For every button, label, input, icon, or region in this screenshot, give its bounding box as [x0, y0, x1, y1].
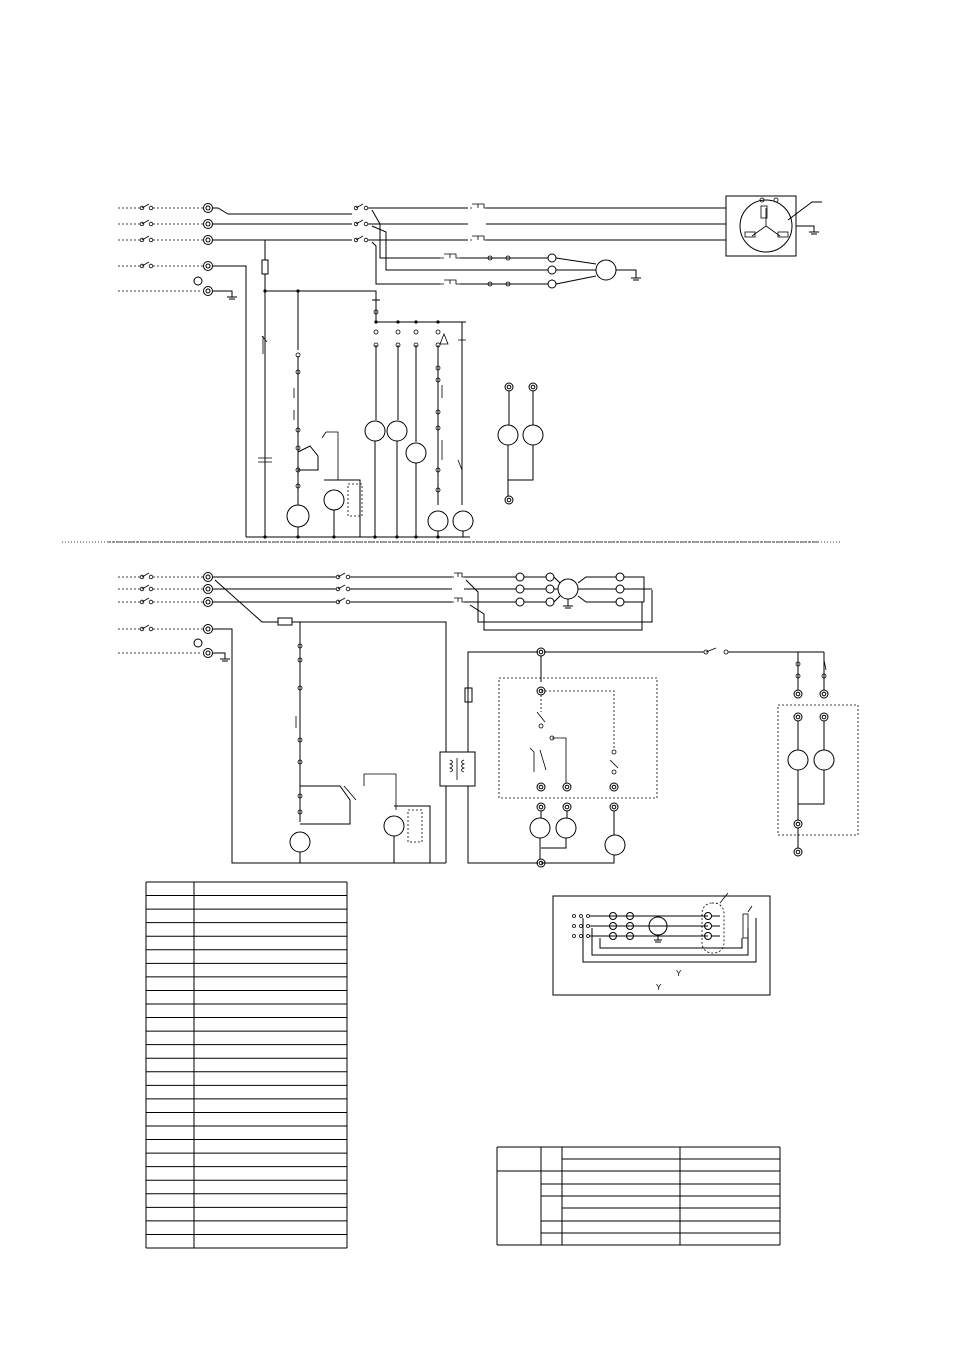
lower-control-circuit — [290, 622, 858, 867]
inset-symbol-1: Y — [676, 969, 682, 978]
legend-table — [146, 882, 347, 1248]
upper-control-circuit — [246, 240, 543, 539]
spec-table — [497, 1147, 780, 1245]
inset-wiring-box — [553, 893, 770, 995]
upper-power-input — [118, 196, 822, 537]
inset-symbol-2: Y — [656, 983, 662, 992]
